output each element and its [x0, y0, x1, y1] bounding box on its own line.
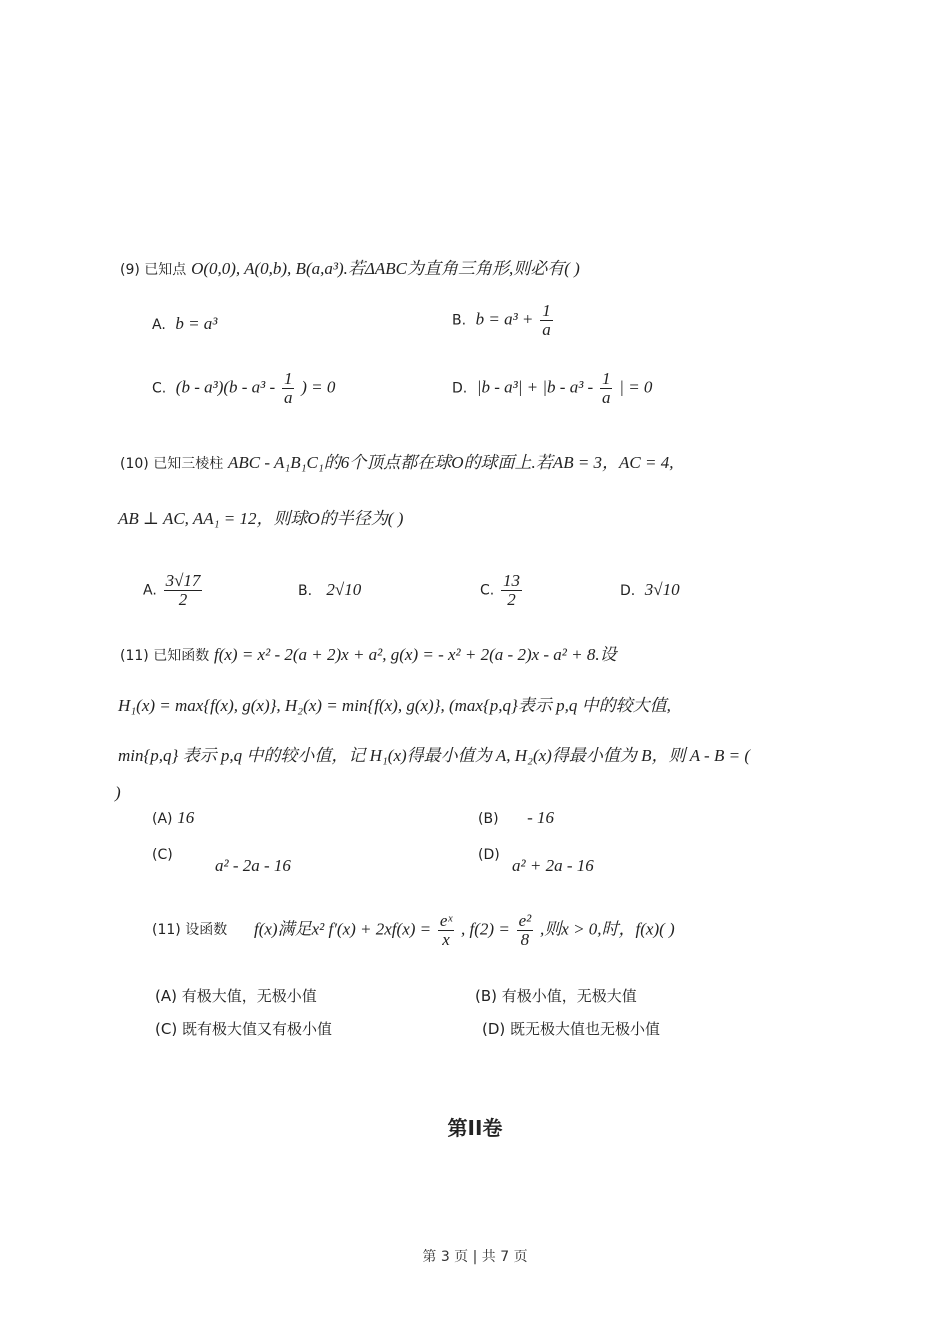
- q11a-option-a-label: (A): [152, 811, 173, 827]
- q11a-line2: [118, 695, 671, 717]
- q10-option-b-label: B.: [298, 583, 313, 599]
- q10-line2-text: AB ⊥ AC, AA₁ = 12，则球O的半径为( ): [118, 509, 404, 528]
- q9-option-c: [152, 370, 335, 407]
- q11a-option-b: [478, 808, 554, 828]
- q11a-line3: [118, 745, 750, 767]
- q10-option-a: [143, 572, 204, 609]
- q9-option-d-label: D.: [452, 380, 468, 397]
- q11b-fraction-1-num: eˣ: [439, 911, 453, 930]
- q11a-stem: (11) 已知函数: [120, 648, 210, 664]
- q9-option-d-post: | = 0: [619, 377, 653, 397]
- q10-option-b: [298, 580, 361, 600]
- q9-option-c-fraction-den: a: [283, 388, 293, 407]
- q10-stem-line: [120, 452, 674, 475]
- q9-stem-line: [120, 258, 580, 281]
- page-footer: 第 3 页 | 共 7 页: [422, 1249, 528, 1265]
- q9-option-b-fraction: [540, 302, 553, 339]
- q11a-option-d-text: a² + 2a - 16: [512, 856, 594, 875]
- q11a-line2-text: H₁(x) = max{f(x), g(x)}, H₂(x) = min{f(x), g(x)}, (max{p,q}表示 p,q 中的较大值,: [118, 696, 671, 715]
- q9-option-d: [452, 370, 652, 407]
- q10-option-a-fraction: [164, 572, 203, 609]
- q11a-option-c-text: a² - 2a - 16: [215, 856, 291, 875]
- q11b-fraction-2: [517, 912, 534, 949]
- q10-option-c-num: 13: [503, 571, 521, 590]
- q10-stem: (10) 已知三棱柱: [120, 456, 224, 472]
- q11a-option-a: [152, 808, 194, 828]
- q9-math: O(0,0), A(0,b), B(a,a³).若ΔABC为直角三角形,则必有( ): [191, 259, 580, 278]
- q9-option-b-text: b = a³ +: [475, 309, 534, 329]
- q10-option-c-fraction: [501, 572, 522, 609]
- q9-option-b-fraction-num: 1: [542, 301, 551, 320]
- q9-stem: (9) 已知点: [120, 262, 187, 278]
- q11b-fraction-1: [438, 912, 454, 949]
- q9-option-d-fraction-num: 1: [601, 369, 611, 388]
- q11a-option-d-label-row: [478, 845, 500, 863]
- q11b-option-d: (D) 既无极大值也无极小值: [482, 1020, 661, 1038]
- q10-option-b-text: 2√10: [326, 580, 362, 599]
- q11a-line4: [115, 782, 121, 804]
- q11b-formula-mid: , f(2) =: [461, 919, 510, 939]
- q11a-option-b-text: - 16: [527, 808, 555, 827]
- q11a-option-c-label-row: [152, 845, 173, 863]
- q11b-fraction-2-den: 8: [520, 930, 530, 949]
- q11b-option-a: (A) 有极大值，无极小值: [155, 987, 317, 1005]
- q10-option-d-text: 3√10: [644, 580, 680, 599]
- q9-option-b-label: B.: [452, 312, 467, 329]
- q11a-option-d-label: (D): [478, 847, 500, 863]
- q9-option-d-fraction: [600, 370, 613, 407]
- q11a-line3-text: min{p,q} 表示 p,q 中的较小值，记 H₁(x)得最小值为 A, H₂(x)得最小值为 B，则 A - B = (: [118, 746, 750, 765]
- q11a-option-b-label: (B): [478, 811, 499, 827]
- q9-option-a: [152, 314, 217, 334]
- q11a-option-a-text: 16: [177, 808, 195, 827]
- q9-option-c-fraction: [282, 370, 295, 407]
- q11b-formula: [254, 912, 675, 949]
- q10-option-c-den: 2: [507, 590, 516, 609]
- q10-option-d-label: D.: [620, 583, 636, 599]
- q9-option-c-label: C.: [152, 380, 167, 397]
- q11b-formula-post: ,则x > 0,时，f(x)( ): [540, 919, 675, 939]
- q9-option-d-pre: |b - a³| + |b - a³ -: [476, 377, 594, 397]
- q10-option-a-label: A.: [143, 582, 157, 599]
- q9-option-d-fraction-den: a: [601, 388, 611, 407]
- q11b-fraction-1-den: x: [442, 930, 450, 949]
- q9-option-c-pre: (b - a³)(b - a³ -: [175, 377, 276, 397]
- q9-option-b-fraction-den: a: [542, 320, 551, 339]
- q11a-line4-text: ): [115, 783, 121, 802]
- q11b-fraction-2-num: e²: [518, 911, 532, 930]
- q11a-option-c-label: (C): [152, 847, 173, 863]
- q11a-line1: f(x) = x² - 2(a + 2)x + a², g(x) = - x² + 2(a - 2)x - a² + 8.设: [213, 645, 617, 664]
- q9-option-a-label: A.: [152, 317, 166, 333]
- q10-option-c: [480, 572, 524, 609]
- q11a-option-d: [512, 856, 594, 876]
- section-title: 第II卷: [447, 1116, 503, 1140]
- q11b-option-b: (B) 有极小值，无极大值: [475, 987, 637, 1005]
- q11a-stem-line: [120, 644, 617, 667]
- q10-option-a-den: 2: [178, 590, 188, 609]
- q9-option-b: [452, 302, 555, 339]
- q11a-option-c: [215, 856, 291, 876]
- q11b-stem-line: [152, 918, 227, 941]
- q9-option-c-post: ) = 0: [301, 377, 336, 397]
- q11b-stem: (11) 设函数: [152, 922, 228, 938]
- q9-option-a-text: b = a³: [175, 314, 218, 333]
- q10-option-a-num: 3√17: [165, 571, 201, 590]
- q11b-option-c: (C) 既有极大值又有极小值: [155, 1020, 332, 1038]
- q10-option-c-label: C.: [480, 582, 495, 599]
- q10-line2: [118, 508, 403, 530]
- q11b-formula-pre: f(x)满足x² f′(x) + 2xf(x) =: [254, 919, 432, 939]
- q9-option-c-fraction-num: 1: [283, 369, 293, 388]
- q10-option-d: [620, 580, 680, 600]
- q10-line1: ABC - A₁B₁C₁的6个顶点都在球O的球面上.若AB = 3，AC = 4,: [227, 453, 674, 472]
